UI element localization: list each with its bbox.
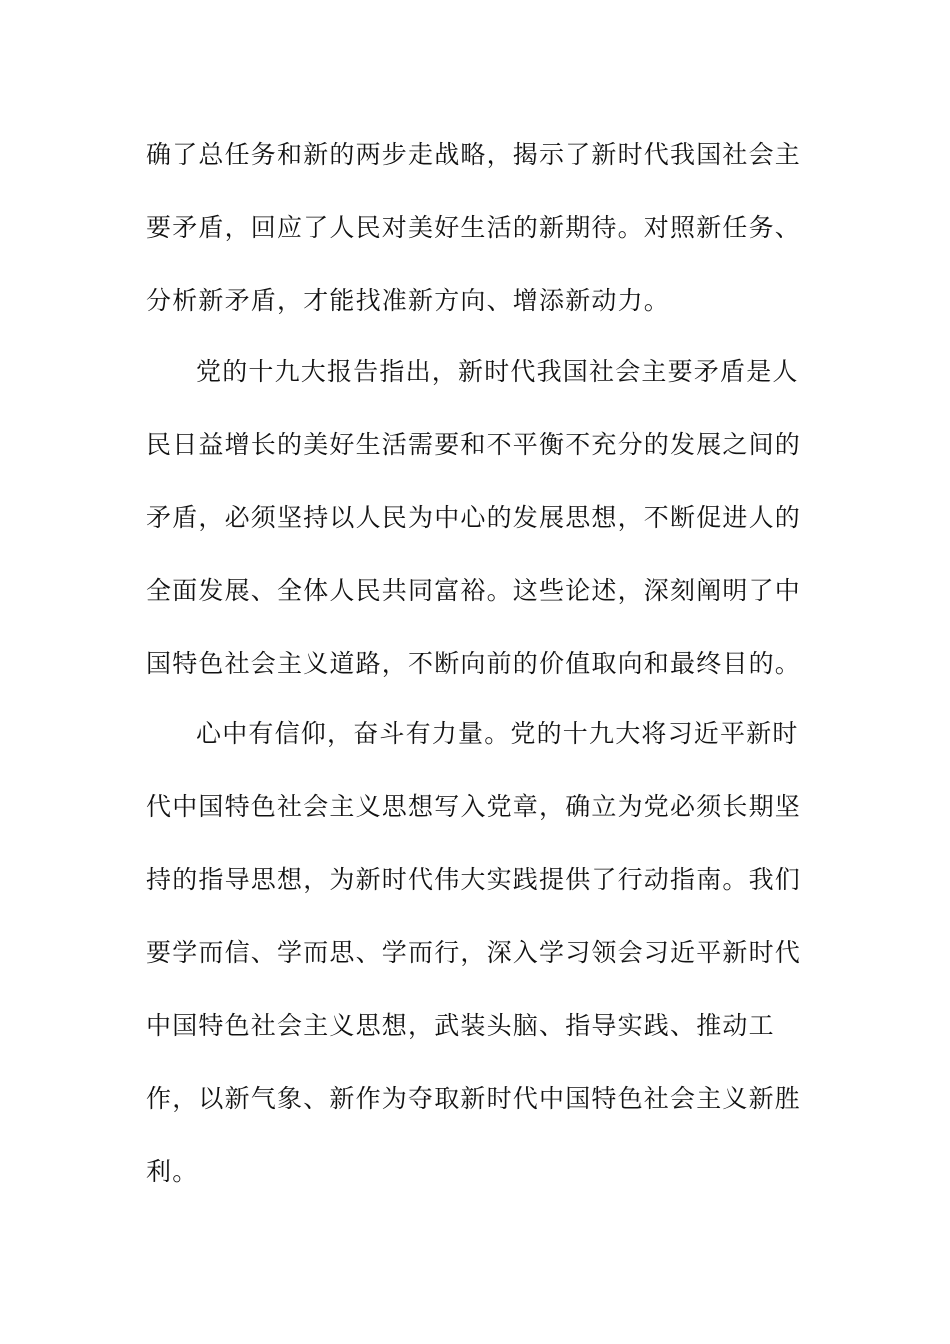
- text-line: 矛盾，必须坚持以人民为中心的发展思想，不断促进人的: [146, 503, 802, 532]
- text-line: 分析新矛盾，才能找准新方向、增添新动力。: [146, 286, 671, 315]
- text-line: 中国特色社会主义思想，武装头脑、指导实践、推动工: [146, 1011, 775, 1040]
- text-line: 民日益增长的美好生活需要和不平衡不充分的发展之间的: [146, 430, 802, 459]
- paragraph-first-line: 心中有信仰，奋斗有力量。党的十九大将习近平新时: [196, 719, 799, 748]
- text-line: 代中国特色社会主义思想写入党章，确立为党必须长期坚: [146, 792, 802, 821]
- text-line: 国特色社会主义道路，不断向前的价值取向和最终目的。: [146, 649, 802, 678]
- text-line: 要矛盾，回应了人民对美好生活的新期待。对照新任务、: [146, 213, 802, 242]
- text-line: 持的指导思想，为新时代伟大实践提供了行动指南。我们: [146, 865, 802, 894]
- text-line: 全面发展、全体人民共同富裕。这些论述，深刻阐明了中: [146, 576, 802, 605]
- text-line: 利。: [146, 1157, 199, 1186]
- text-line: 要学而信、学而思、学而行，深入学习领会习近平新时代: [146, 938, 802, 967]
- paragraph-first-line: 党的十九大报告指出，新时代我国社会主要矛盾是人: [196, 357, 799, 386]
- text-line: 作，以新气象、新作为夺取新时代中国特色社会主义新胜: [146, 1084, 802, 1113]
- text-line: 确了总任务和新的两步走战略，揭示了新时代我国社会主: [146, 140, 802, 169]
